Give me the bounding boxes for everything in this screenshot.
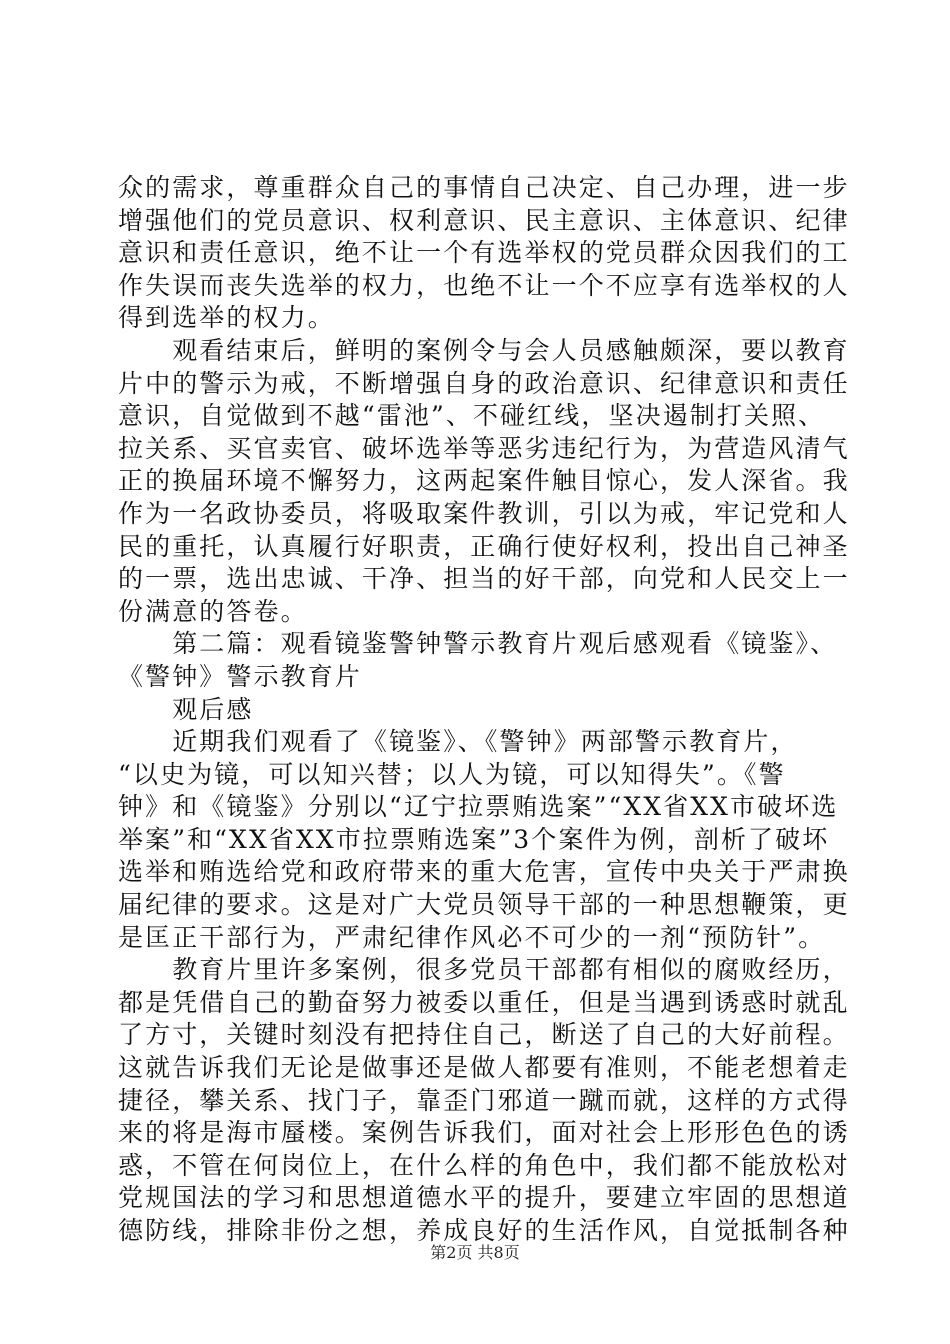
text-line: 得到选举的权力。: [118, 303, 335, 333]
text-line: 了方寸，关键时刻没有把持住自己，断送了自己的大好前程。: [118, 1020, 850, 1050]
text-line: 拉关系、买官卖官、破坏选举等恶劣违纪行为，为营造风清气: [118, 433, 850, 463]
text-line: 这就告诉我们无论是做事还是做人都要有准则，不能老想着走: [118, 1053, 850, 1083]
text-line: 观看结束后，鲜明的案例令与会人员感触颇深，要以教育: [118, 335, 850, 365]
text-line: 民的重托，认真履行好职责，正确行使好权利，投出自己神圣: [118, 531, 850, 561]
text-line: 意识和责任意识，绝不让一个有选举权的党员群众因我们的工: [118, 238, 850, 268]
text-line: 选举和贿选给党和政府带来的重大危害，宣传中央关于严肃换: [118, 857, 850, 887]
text-line: 惑，不管在何岗位上，在什么样的角色中，我们都不能放松对: [118, 1150, 850, 1180]
text-line: 作为一名政协委员，将吸取案件教训，引以为戒，牢记党和人: [118, 498, 850, 528]
document-body: [118, 172, 850, 1248]
text-line: 份满意的答卷。: [118, 596, 308, 626]
text-line: 捷径，攀关系、找门子，靠歪门邪道一蹴而就，这样的方式得: [118, 1085, 850, 1115]
text-line: 来的将是海市蜃楼。案例告诉我们，面对社会上形形色色的诱: [118, 1118, 850, 1148]
text-line: 钟》和《镜鉴》分别以“辽宁拉票贿选案”“XX省XX市破坏选: [118, 792, 839, 822]
text-line: 《警钟》警示教育片: [118, 661, 362, 691]
text-line: 近期我们观看了《镜鉴》、《警钟》两部警示教育片，: [118, 727, 798, 757]
text-line: 众的需求，尊重群众自己的事情自己决定、自己办理，进一步: [118, 173, 850, 202]
text-line: 德防线，排除非份之想，养成良好的生活作风，自觉抵制各种: [118, 1216, 850, 1245]
text-line: 是匡正干部行为，严肃纪律作风必不可少的一剂“预防针”。: [118, 922, 826, 952]
text-line: 片中的警示为戒，不断增强自身的政治意识、纪律意识和责任: [118, 368, 850, 398]
text-line: 增强他们的党员意识、权利意识、民主意识、主体意识、纪律: [118, 205, 850, 235]
text-line: 观后感: [118, 694, 254, 724]
text-line: 都是凭借自己的勤奋努力被委以重任，但是当遇到诱惑时就乱: [118, 987, 850, 1017]
text-line: “以史为镜，可以知兴替；以人为镜，可以知得失”。《警: [118, 759, 786, 789]
text-line: 正的换届环境不懈努力，这两起案件触目惊心，发人深省。我: [118, 466, 850, 496]
page-footer: 第2页 共8页: [430, 1243, 520, 1262]
text-line: 教育片里许多案例，很多党员干部都有相似的腐败经历，: [118, 955, 850, 985]
text-line: 第二篇：观看镜鉴警钟警示教育片观后感观看《镜鉴》、: [118, 629, 838, 659]
text-line: 作失误而丧失选举的权力，也绝不让一个不应享有选举权的人: [118, 270, 850, 300]
text-line: 的一票，选出忠诚、干净、担当的好干部，向党和人民交上一: [118, 564, 850, 594]
text-line: 届纪律的要求。这是对广大党员领导干部的一种思想鞭策，更: [118, 890, 850, 920]
text-line: 党规国法的学习和思想道德水平的提升，要建立牢固的思想道: [118, 1183, 850, 1213]
text-line: 意识，自觉做到不越“雷池”、不碰红线，坚决遏制打关照、: [118, 401, 826, 431]
text-line: 举案”和“XX省XX市拉票贿选案”3个案件为例，剖析了破坏: [118, 824, 830, 854]
